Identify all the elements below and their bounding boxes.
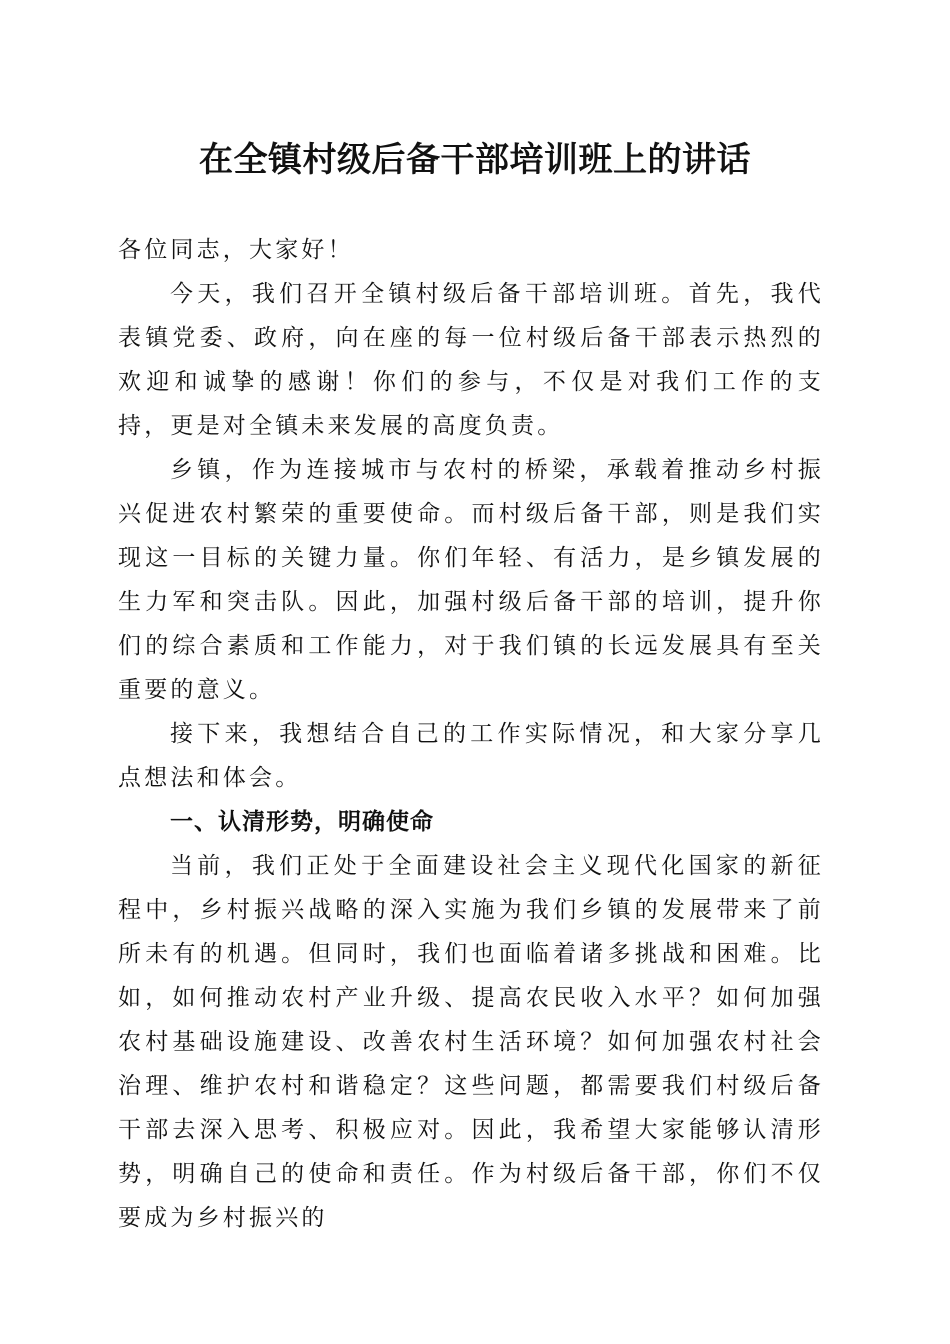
paragraph-role: 乡镇，作为连接城市与农村的桥梁，承载着推动乡村振兴促进农村繁荣的重要使命。而村级后备干部，则是我们实现这一目标的关键力量。你们年轻、有活力，是乡镇发展的生力军和突击队。因此，加强村级后备干部的培训，提升你们的综合素质和工作能力，对于我们镇的长远发展具有至关重要的意义。 (118, 457, 824, 703)
document-title: 在全镇村级后备干部培训班上的讲话 (199, 140, 751, 180)
greeting: 各位同志，大家好！ (118, 237, 354, 263)
document-body (118, 228, 824, 1240)
paragraph-opening: 今天，我们召开全镇村级后备干部培训班。首先，我代表镇党委、政府，向在座的每一位村级后备干部表示热烈的欢迎和诚挚的感谢！你们的参与，不仅是对我们工作的支持，更是对全镇未来发展的高度负责。 (118, 281, 824, 439)
section-heading: 一、认清形势，明确使命 (170, 809, 434, 835)
paragraph-section-one: 当前，我们正处于全面建设社会主义现代化国家的新征程中，乡村振兴战略的深入实施为我们乡镇的发展带来了前所未有的机遇。但同时，我们也面临着诸多挑战和困难。比如，如何推动农村产业升级、提高农民收入水平？如何加强农村基础设施建设、改善农村生活环境？如何加强农村社会治理、维护农村和谐稳定？这些问题，都需要我们村级后备干部去深入思考、积极应对。因此，我希望大家能够认清形势，明确自己的使命和责任。作为村级后备干部，你们不仅要成为乡村振兴的 (118, 853, 824, 1231)
paragraph-transition: 接下来，我想结合自己的工作实际情况，和大家分享几点想法和体会。 (118, 721, 824, 791)
